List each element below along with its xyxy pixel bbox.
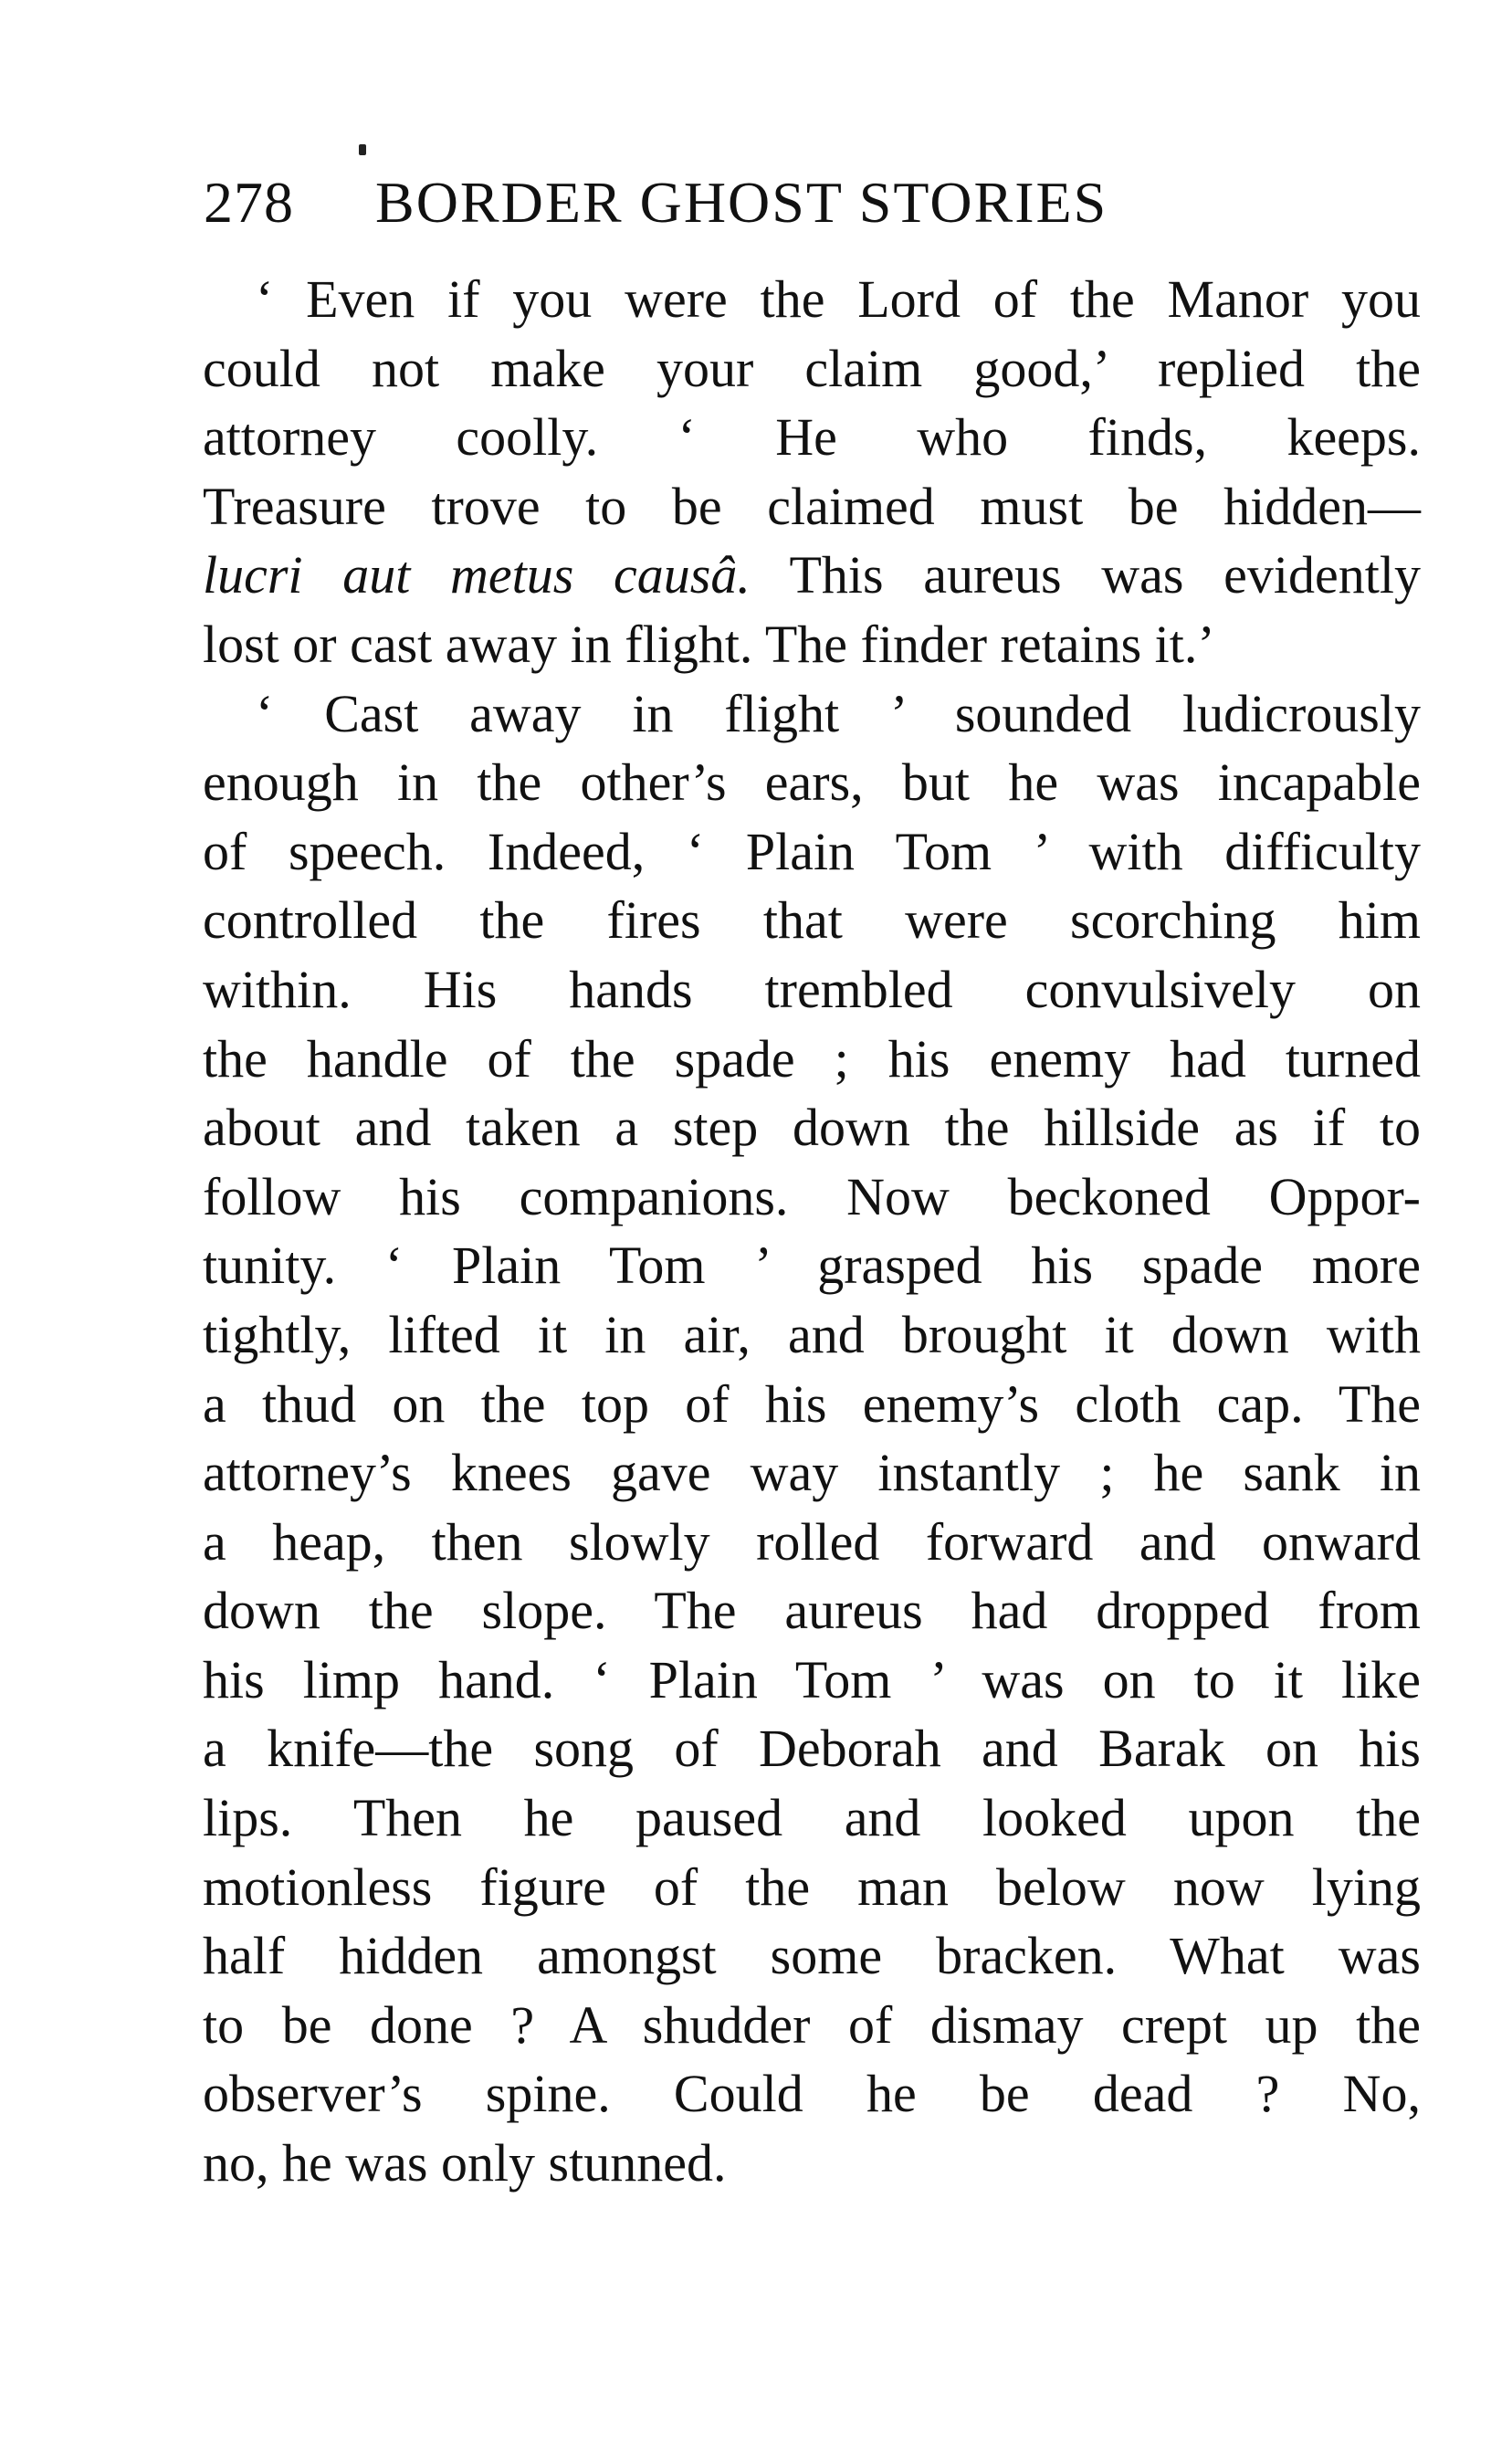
text-line [203,1162,1421,1232]
text-line [203,1370,1421,1439]
text-line [203,334,1421,404]
text-line [203,472,1421,542]
text-line [203,1025,1421,1094]
text-line [203,1921,1421,1991]
line-text: tightly, lifted it in air, and brought it down with [203,1304,1421,1364]
line-text: his limp hand. ‘ Plain Tom ’ was on to it like [203,1649,1421,1709]
line-text: a heap, then slowly rolled forward and onward [203,1511,1421,1572]
running-header [204,166,1244,239]
text-line [203,2059,1421,2129]
text-line [203,1646,1421,1715]
line-text: about and taken a step down the hillside as if to [203,1098,1421,1158]
text-line [203,403,1421,472]
text-line [203,1300,1421,1370]
line-text: to be done ? A shudder of dismay crept up the [203,1994,1421,2055]
text-line [203,1853,1421,1922]
line-text: Treasure trove to be claimed must be hidden— [203,476,1421,536]
text-line [203,2129,1421,2198]
text-line [203,610,1421,679]
text-line [203,748,1421,817]
text-line [203,1438,1421,1508]
text-line [203,817,1421,887]
line-text: observer’s spine. Could he be dead ? No, [203,2064,1421,2124]
text-line [203,679,1421,749]
line-text: could not make your claim good,’ replied the [203,338,1421,398]
line-text: follow his companions. Now beckoned Oppor- [203,1166,1421,1226]
line-text: motionless figure of the man below now lying [203,1856,1421,1917]
line-text: the handle of the spade ; his enemy had turned [203,1028,1421,1089]
text-line [203,1093,1421,1162]
line-text: within. His hands trembled convulsively on [203,959,1421,1019]
line-text: attorney’s knees gave way instantly ; he sank in [203,1443,1421,1503]
text-line [203,541,1421,610]
italic-latin-phrase: lucri aut metus causâ. [203,545,751,605]
text-line [203,1991,1421,2060]
text-line [203,265,1421,334]
line-text: a thud on the top of his enemy’s cloth cap. The [203,1373,1421,1434]
line-text: down the slope. The aureus had dropped from [203,1581,1421,1641]
page-number: 278 [204,170,294,235]
line-text: lips. Then he paused and looked upon the [203,1788,1421,1848]
line-text: lost or cast away in flight. The finder retains it.’ [203,614,1215,674]
body-text [203,265,1421,2198]
line-text: tunity. ‘ Plain Tom ’ grasped his spade more [203,1236,1421,1296]
text-line [203,1576,1421,1646]
line-text: This aureus was evidently [750,545,1422,605]
line-text: attorney coolly. ‘ He who finds, keeps. [203,407,1421,468]
line-text: a knife—the song of Deborah and Barak on his [203,1719,1421,1779]
line-text: ‘ Cast away in flight ’ sounded ludicrously [256,683,1421,743]
line-text: of speech. Indeed, ‘ Plain Tom ’ with difficulty [203,821,1421,881]
text-line [203,1231,1421,1300]
text-line [203,1783,1421,1853]
text-line [203,886,1421,955]
text-line [203,1714,1421,1783]
line-text: half hidden amongst some bracken. What was [203,1926,1421,1986]
line-text: ‘ Even if you were the Lord of the Manor you [256,269,1421,329]
line-text: no, he was only stunned. [203,2133,727,2193]
running-title: BORDER GHOST STORIES [375,170,1108,235]
line-text: enough in the other’s ears, but he was incapable [203,752,1421,813]
text-line [203,1508,1421,1577]
line-text: controlled the fires that were scorching him [203,890,1421,951]
print-mark [359,144,366,155]
text-line [203,955,1421,1025]
